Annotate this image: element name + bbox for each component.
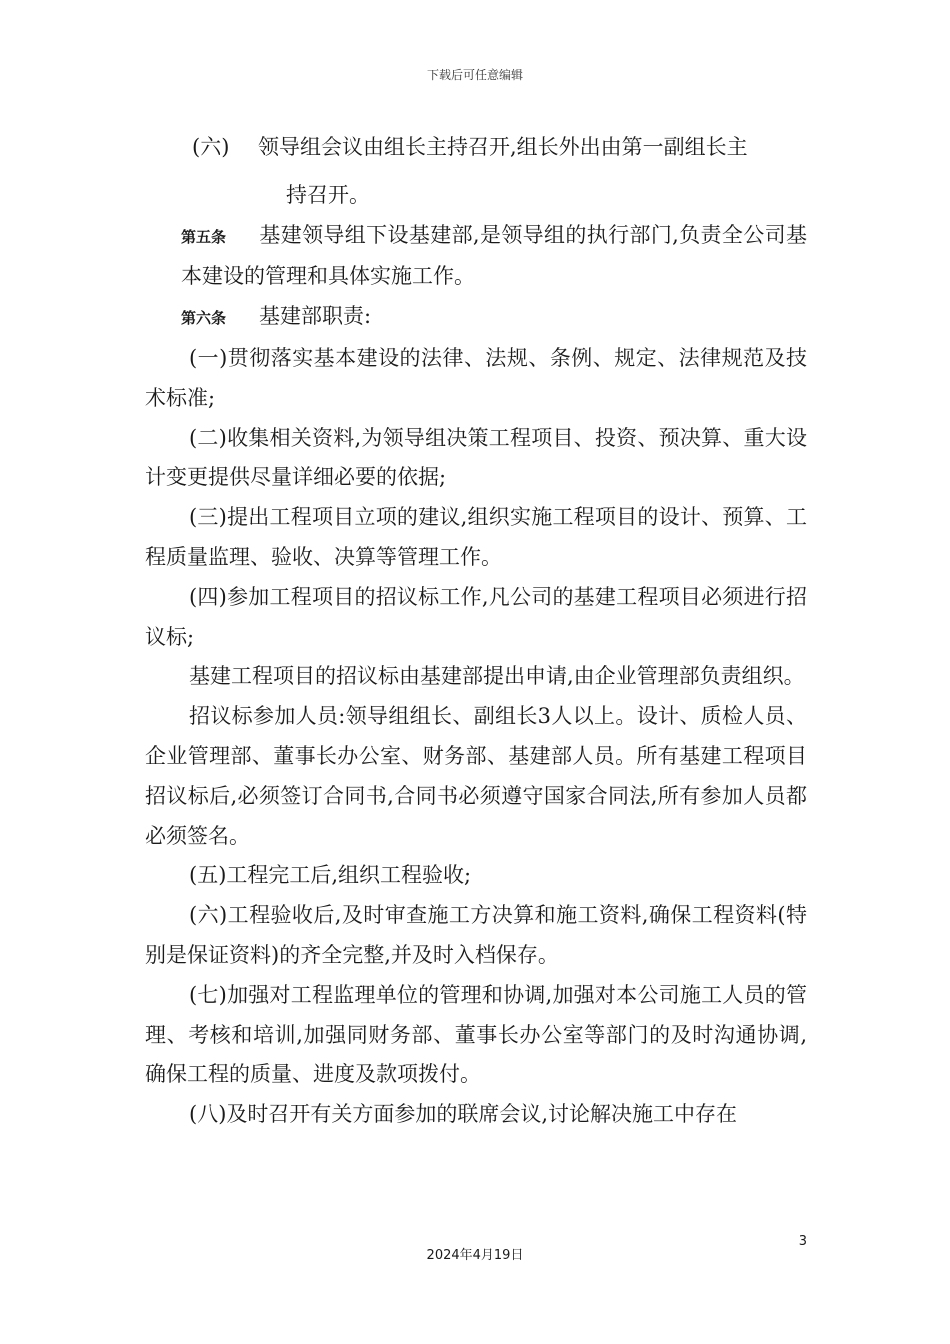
item-text	[258, 128, 807, 216]
item-number: (六)	[192, 135, 230, 159]
article-text: 基建部职责:	[259, 304, 372, 329]
article-five	[145, 216, 807, 298]
article-six	[145, 297, 807, 339]
document-body	[145, 128, 807, 1135]
paragraph: (一)贯彻落实基本建设的法律、法规、条例、规定、法律规范及技术标准;	[145, 345, 807, 410]
item-text-line2: 持召开。	[286, 182, 370, 207]
paragraph: (四)参加工程项目的招议标工作,凡公司的基建工程项目必须进行招议标;	[145, 584, 807, 649]
paragraph: (二)收集相关资料,为领导组决策工程项目、投资、预决算、重大设计变更提供尽量详细必要的依据;	[145, 425, 807, 490]
page-number: 3	[798, 1234, 807, 1249]
footer-date: 2024年4月19日	[426, 1248, 524, 1263]
item-text-line1: 领导组会议由组长主持召开,组长外出由第一副组长主	[258, 135, 748, 159]
paragraph: (三)提出工程项目立项的建议,组织实施工程项目的设计、预算、工程质量监理、验收、决算等管理工作。	[145, 505, 807, 569]
article-label: 第六条	[181, 309, 227, 328]
paragraph: 基建工程项目的招议标由基建部提出申请,由企业管理部负责组织。	[189, 664, 805, 689]
paragraph: (六)工程验收后,及时审查施工方决算和施工资料,确保工程资料(特别是保证资料)的齐全完整,并及时入档保存。	[145, 903, 807, 967]
article-label: 第五条	[181, 227, 227, 246]
paragraph: (七)加强对工程监理单位的管理和协调,加强对本公司施工人员的管理、考核和培训,加强同财务部、董事长办公室等部门的及时沟通协调,确保工程的质量、进度及款项拨付。	[145, 982, 807, 1087]
paragraph: (八)及时召开有关方面参加的联席会议,讨论解决施工中存在	[189, 1102, 738, 1127]
paragraph: (五)工程完工后,组织工程验收;	[189, 863, 472, 888]
paragraph: 招议标参加人员:领导组组长、副组长3人以上。设计、质检人员、企业管理部、董事长办公室、财务部、基建部人员。所有基建工程项目招议标后,必须签订合同书,合同书必须遵守国家合同法,所有参加人员都必须签名。	[145, 704, 807, 848]
article-text: 基建领导组下设基建部,是领导组的执行部门,负责全公司基本建设的管理和具体实施工作。	[181, 222, 807, 289]
item-six-top	[145, 128, 807, 216]
page-header: 下载后可任意编辑	[426, 68, 523, 82]
